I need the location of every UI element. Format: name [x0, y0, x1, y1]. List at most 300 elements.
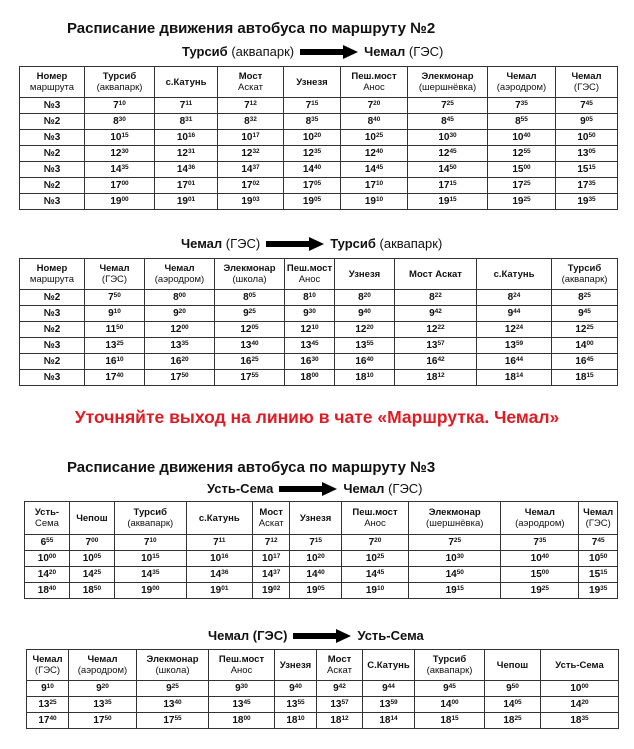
chat-notice: Уточняйте выход на линию в чате «Маршрутка. Чемал»: [74, 407, 560, 427]
table-cell: $18^{50}$: [69, 583, 114, 599]
column-header-subtitle: (аквапарк): [561, 274, 608, 285]
table-cell: $7^{11}$: [186, 535, 252, 551]
column-header: [409, 502, 501, 535]
table-cell: $12^{05}$: [215, 322, 285, 338]
column-header: [285, 259, 335, 290]
table-cell: $9^{44}$: [477, 306, 552, 322]
column-header-title: Чемал: [506, 71, 537, 82]
table-cell: $14^{20}$: [541, 697, 619, 713]
table-cell: $10^{15}$: [85, 130, 155, 146]
column-header-subtitle: (ГЭС): [101, 274, 128, 285]
column-header-title: Узнезя: [296, 76, 328, 88]
table-cell: $10^{17}$: [218, 130, 284, 146]
table-cell: $19^{03}$: [218, 194, 284, 210]
table-cell: $17^{40}$: [27, 713, 69, 729]
table-cell: $12^{00}$: [145, 322, 215, 338]
table-cell: $14^{35}$: [85, 162, 155, 178]
column-header: [69, 502, 114, 535]
table-cell: $13^{59}$: [477, 338, 552, 354]
table-cell: $9^{40}$: [275, 681, 317, 697]
route2-backward-to-sub: (аквапарк): [379, 236, 443, 251]
table-cell: $13^{57}$: [395, 338, 477, 354]
column-header: [335, 259, 395, 290]
table-cell: $13^{35}$: [145, 338, 215, 354]
table-cell: $8^{55}$: [488, 114, 556, 130]
route3-forward-table: [24, 501, 618, 599]
column-header-title: Чемал: [164, 263, 195, 274]
column-header: [477, 259, 552, 290]
table-row: [20, 98, 618, 114]
route2-forward-to-sub: (ГЭС): [408, 44, 444, 59]
table-cell: $18^{15}$: [552, 370, 618, 386]
column-header-subtitle: Сема: [34, 518, 59, 529]
column-header-title: Чемал: [571, 71, 602, 82]
route2-backward-direction: [181, 236, 442, 251]
table-cell: $7^{10}$: [85, 98, 155, 114]
table-cell: №3: [20, 338, 85, 354]
route2-forward-direction: [182, 44, 443, 59]
header-row: [27, 650, 619, 681]
column-header-title: Чепош: [76, 512, 108, 524]
table-cell: $9^{05}$: [556, 114, 618, 130]
table-cell: $13^{55}$: [275, 697, 317, 713]
column-header-title: Турсиб: [133, 507, 167, 518]
table-cell: $8^{25}$: [552, 290, 618, 306]
table-cell: $19^{01}$: [186, 583, 252, 599]
table-cell: $10^{05}$: [69, 551, 114, 567]
table-cell: $8^{24}$: [477, 290, 552, 306]
column-header-title: Пеш.мост: [351, 71, 397, 82]
column-header-title: Чемал: [99, 263, 130, 274]
table-cell: $19^{05}$: [290, 583, 341, 599]
column-header: [284, 67, 341, 98]
column-header: [218, 67, 284, 98]
column-header-title: Турсиб: [102, 71, 137, 82]
table-cell: №2: [20, 322, 85, 338]
table-cell: $7^{45}$: [556, 98, 618, 114]
column-header-subtitle: Аскат: [327, 665, 352, 676]
table-cell: $9^{10}$: [27, 681, 69, 697]
column-header: [252, 502, 289, 535]
column-header: [85, 67, 155, 98]
table-cell: $10^{20}$: [290, 551, 341, 567]
table-cell: $7^{25}$: [409, 535, 501, 551]
table-cell: $18^{10}$: [275, 713, 317, 729]
table-cell: $18^{12}$: [317, 713, 363, 729]
route3-backward-from-sub: (ГЭС): [252, 628, 288, 643]
table-cell: $10^{40}$: [488, 130, 556, 146]
table-cell: $8^{30}$: [85, 114, 155, 130]
table-cell: $9^{20}$: [69, 681, 137, 697]
table-cell: $14^{05}$: [485, 697, 541, 713]
table-row: [27, 697, 619, 713]
column-header-title: Мост Аскат: [409, 268, 462, 280]
column-header: [290, 502, 341, 535]
table-cell: $13^{45}$: [285, 338, 335, 354]
column-header: [341, 67, 408, 98]
table-cell: $7^{10}$: [114, 535, 186, 551]
table-cell: $9^{50}$: [485, 681, 541, 697]
column-header-title: Пеш.мост: [352, 507, 398, 518]
column-header-title: Чемал: [32, 654, 63, 665]
table-row: [20, 146, 618, 162]
table-cell: $8^{00}$: [145, 290, 215, 306]
column-header-title: Чемал: [524, 507, 555, 518]
table-cell: $14^{50}$: [408, 162, 488, 178]
column-header-subtitle: (аэродром): [77, 665, 128, 676]
table-cell: $19^{15}$: [408, 194, 488, 210]
column-header: [395, 259, 477, 290]
table-cell: $9^{45}$: [415, 681, 485, 697]
column-header: [552, 259, 618, 290]
table-cell: $7^{12}$: [218, 98, 284, 114]
table-cell: $17^{55}$: [137, 713, 209, 729]
arrow-right-icon: [300, 46, 358, 58]
table-cell: $9^{42}$: [317, 681, 363, 697]
table-cell: $17^{55}$: [215, 370, 285, 386]
column-header-subtitle: (ГЭС): [573, 82, 600, 93]
route2-forward-to: Чемал: [364, 44, 406, 59]
table-cell: $14^{25}$: [69, 567, 114, 583]
column-header-subtitle: Анос: [363, 82, 385, 93]
table-cell: $16^{25}$: [215, 354, 285, 370]
table-cell: $8^{35}$: [284, 114, 341, 130]
column-header: [20, 259, 85, 290]
table-cell: $18^{25}$: [485, 713, 541, 729]
column-header: [215, 259, 285, 290]
column-header: [541, 650, 619, 681]
table-cell: $10^{16}$: [186, 551, 252, 567]
table-cell: $13^{45}$: [209, 697, 275, 713]
column-header-title: Мост: [238, 71, 263, 82]
column-header-title: Мост: [327, 654, 352, 665]
column-header-subtitle: (аквапарк): [426, 665, 473, 676]
table-cell: $9^{20}$: [145, 306, 215, 322]
table-cell: $19^{10}$: [341, 194, 408, 210]
table-cell: №3: [20, 370, 85, 386]
table-cell: $9^{44}$: [363, 681, 415, 697]
table-cell: $16^{42}$: [395, 354, 477, 370]
table-cell: $7^{00}$: [69, 535, 114, 551]
column-header-subtitle: Анос: [364, 518, 386, 529]
table-row: [20, 322, 618, 338]
column-header-subtitle: маршрута: [29, 274, 75, 285]
table-cell: $7^{45}$: [579, 535, 618, 551]
table-cell: $14^{45}$: [341, 162, 408, 178]
column-header-subtitle: (школа): [232, 274, 267, 285]
column-header-subtitle: Анос: [298, 274, 321, 285]
table-row: [25, 567, 618, 583]
column-header: [114, 502, 186, 535]
table-cell: №3: [20, 162, 85, 178]
route3-title: Расписание движения автобуса по маршруту №3: [67, 459, 436, 476]
route2-forward-from: Турсиб: [182, 44, 228, 59]
column-header-title: Узнезя: [279, 659, 312, 671]
table-cell: $14^{50}$: [409, 567, 501, 583]
table-cell: $14^{00}$: [552, 338, 618, 354]
table-cell: $17^{15}$: [408, 178, 488, 194]
table-cell: $19^{15}$: [409, 583, 501, 599]
column-header-subtitle: (шершнёвка): [418, 82, 477, 93]
column-header: [145, 259, 215, 290]
route2-title: Расписание движения автобуса по маршруту №2: [67, 20, 436, 37]
table-cell: $10^{50}$: [556, 130, 618, 146]
table-cell: $10^{00}$: [541, 681, 619, 697]
table-cell: $12^{32}$: [218, 146, 284, 162]
table-cell: $7^{11}$: [155, 98, 218, 114]
table-cell: $9^{40}$: [335, 306, 395, 322]
table-row: [20, 290, 618, 306]
table-cell: $12^{30}$: [85, 146, 155, 162]
column-header: [27, 650, 69, 681]
column-header-subtitle: (школа): [155, 665, 190, 676]
table-cell: $18^{35}$: [541, 713, 619, 729]
table-cell: $16^{30}$: [285, 354, 335, 370]
table-cell: $17^{10}$: [341, 178, 408, 194]
table-cell: $12^{55}$: [488, 146, 556, 162]
table-row: [20, 354, 618, 370]
column-header-title: Номер: [36, 263, 68, 274]
table-cell: $17^{25}$: [488, 178, 556, 194]
table-cell: $19^{05}$: [284, 194, 341, 210]
table-cell: $7^{12}$: [252, 535, 289, 551]
table-row: [27, 713, 619, 729]
table-cell: $7^{20}$: [341, 98, 408, 114]
column-header-title: Чемал: [583, 507, 614, 518]
table-cell: $19^{00}$: [114, 583, 186, 599]
route2-backward-table: [19, 258, 618, 386]
table-cell: $15^{15}$: [579, 567, 618, 583]
table-cell: $12^{24}$: [477, 322, 552, 338]
table-cell: $17^{02}$: [218, 178, 284, 194]
route3-forward-from: Усть-Сема: [207, 481, 274, 496]
table-cell: $16^{20}$: [145, 354, 215, 370]
column-header-subtitle: (ГЭС): [585, 518, 611, 529]
table-cell: $7^{25}$: [408, 98, 488, 114]
table-cell: $16^{10}$: [85, 354, 145, 370]
table-cell: $13^{40}$: [215, 338, 285, 354]
table-cell: №2: [20, 146, 85, 162]
table-cell: $15^{00}$: [501, 567, 579, 583]
column-header-subtitle: (шершнёвка): [426, 518, 484, 529]
table-cell: $19^{25}$: [501, 583, 579, 599]
column-header-title: Узнезя: [348, 268, 381, 280]
column-header: [85, 259, 145, 290]
table-cell: $6^{55}$: [25, 535, 70, 551]
table-cell: $15^{15}$: [556, 162, 618, 178]
table-cell: $12^{40}$: [341, 146, 408, 162]
table-cell: $19^{10}$: [341, 583, 408, 599]
column-header-title: с.Катунь: [165, 76, 207, 88]
table-cell: $10^{50}$: [579, 551, 618, 567]
table-cell: $17^{00}$: [85, 178, 155, 194]
table-cell: $13^{59}$: [363, 697, 415, 713]
route3-forward-to-sub: (ГЭС): [388, 481, 423, 496]
route3-forward-to: Чемал: [343, 481, 385, 496]
table-cell: $7^{50}$: [85, 290, 145, 306]
table-row: [25, 583, 618, 599]
column-header: [363, 650, 415, 681]
table-cell: $8^{20}$: [335, 290, 395, 306]
column-header-title: Чемал: [87, 654, 118, 665]
column-header-subtitle: (аэродром): [496, 82, 547, 93]
table-cell: $14^{40}$: [290, 567, 341, 583]
table-cell: $10^{25}$: [341, 551, 408, 567]
table-cell: $19^{25}$: [488, 194, 556, 210]
column-header-subtitle: (аквапарк): [127, 518, 174, 529]
table-cell: $18^{10}$: [335, 370, 395, 386]
table-cell: $17^{01}$: [155, 178, 218, 194]
table-row: [20, 162, 618, 178]
table-cell: $17^{05}$: [284, 178, 341, 194]
table-cell: $14^{20}$: [25, 567, 70, 583]
table-cell: $9^{42}$: [395, 306, 477, 322]
column-header-title: Турсиб: [432, 654, 467, 665]
table-cell: $8^{05}$: [215, 290, 285, 306]
table-cell: $17^{35}$: [556, 178, 618, 194]
table-cell: $19^{35}$: [579, 583, 618, 599]
table-cell: $8^{31}$: [155, 114, 218, 130]
column-header-title: Пеш.мост: [286, 263, 333, 274]
route2-backward-from-sub: (ГЭС): [225, 236, 261, 251]
column-header-title: с.Катунь: [198, 512, 240, 524]
column-header: [275, 650, 317, 681]
table-cell: $18^{14}$: [363, 713, 415, 729]
header-row: [20, 67, 618, 98]
arrow-right-icon: [293, 630, 351, 642]
route3-backward-from: Чемал: [208, 628, 250, 643]
column-header-subtitle: Анос: [230, 665, 253, 676]
column-header-title: Элекмонар: [223, 263, 276, 274]
table-cell: $13^{55}$: [335, 338, 395, 354]
table-cell: $18^{40}$: [25, 583, 70, 599]
table-row: [20, 306, 618, 322]
column-header: [556, 67, 618, 98]
column-header-title: с.Катунь: [493, 268, 535, 280]
header-row: [25, 502, 618, 535]
column-header-title: Элекмонар: [146, 654, 199, 665]
column-header-subtitle: (аэродром): [515, 518, 565, 529]
table-cell: $19^{02}$: [252, 583, 289, 599]
route2-forward-table: [19, 66, 618, 210]
table-cell: $17^{40}$: [85, 370, 145, 386]
column-header: [488, 67, 556, 98]
column-header: [579, 502, 618, 535]
column-header-title: Чепош: [496, 659, 529, 671]
table-cell: №2: [20, 290, 85, 306]
header-row: [20, 259, 618, 290]
column-header: [137, 650, 209, 681]
table-cell: $7^{35}$: [488, 98, 556, 114]
table-cell: $9^{45}$: [552, 306, 618, 322]
table-cell: $13^{25}$: [85, 338, 145, 354]
column-header: [415, 650, 485, 681]
table-cell: $7^{15}$: [284, 98, 341, 114]
table-cell: $12^{20}$: [335, 322, 395, 338]
column-header: [20, 67, 85, 98]
arrow-right-icon: [266, 238, 324, 250]
table-cell: $18^{00}$: [285, 370, 335, 386]
table-cell: $9^{10}$: [85, 306, 145, 322]
table-cell: $7^{35}$: [501, 535, 579, 551]
route2-forward-from-sub: (аквапарк): [231, 44, 295, 59]
table-cell: №2: [20, 354, 85, 370]
table-cell: $9^{25}$: [137, 681, 209, 697]
route3-backward-to: Усть-Сема: [357, 628, 424, 643]
table-cell: $10^{40}$: [501, 551, 579, 567]
table-cell: $10^{20}$: [284, 130, 341, 146]
table-cell: $12^{45}$: [408, 146, 488, 162]
table-cell: $14^{37}$: [218, 162, 284, 178]
table-row: [20, 370, 618, 386]
route3-backward-table: [26, 649, 619, 729]
route3-backward-direction: [208, 628, 424, 643]
column-header: [317, 650, 363, 681]
table-row: [25, 535, 618, 551]
table-cell: $9^{30}$: [209, 681, 275, 697]
table-cell: $14^{37}$: [252, 567, 289, 583]
table-cell: $14^{40}$: [284, 162, 341, 178]
table-cell: $14^{45}$: [341, 567, 408, 583]
table-cell: $17^{50}$: [145, 370, 215, 386]
table-cell: $13^{25}$: [27, 697, 69, 713]
table-cell: $19^{35}$: [556, 194, 618, 210]
table-cell: $19^{01}$: [155, 194, 218, 210]
table-cell: $17^{50}$: [69, 713, 137, 729]
table-row: [20, 338, 618, 354]
arrow-right-icon: [279, 483, 337, 495]
table-cell: $14^{36}$: [155, 162, 218, 178]
column-header-subtitle: (аквапарк): [96, 82, 143, 93]
column-header-title: Элекмонар: [428, 507, 481, 518]
table-cell: №2: [20, 114, 85, 130]
table-cell: $7^{20}$: [341, 535, 408, 551]
table-cell: $12^{22}$: [395, 322, 477, 338]
table-cell: $12^{31}$: [155, 146, 218, 162]
table-cell: $11^{50}$: [85, 322, 145, 338]
column-header-subtitle: маршрута: [29, 82, 75, 93]
table-cell: $10^{15}$: [114, 551, 186, 567]
table-cell: $9^{25}$: [215, 306, 285, 322]
table-cell: $8^{22}$: [395, 290, 477, 306]
column-header-title: Пеш.мост: [218, 654, 265, 665]
table-cell: $18^{14}$: [477, 370, 552, 386]
table-cell: $16^{40}$: [335, 354, 395, 370]
table-cell: №3: [20, 130, 85, 146]
table-cell: $18^{15}$: [415, 713, 485, 729]
column-header: [186, 502, 252, 535]
route3-forward-direction: [207, 481, 423, 496]
table-cell: $10^{00}$: [25, 551, 70, 567]
table-cell: $13^{40}$: [137, 697, 209, 713]
column-header-title: Усть-: [34, 507, 60, 518]
table-row: [20, 114, 618, 130]
column-header-title: Элекмонар: [421, 71, 474, 82]
table-cell: №3: [20, 306, 85, 322]
table-cell: $12^{25}$: [552, 322, 618, 338]
table-cell: $9^{30}$: [285, 306, 335, 322]
table-cell: $8^{10}$: [285, 290, 335, 306]
table-cell: №2: [20, 178, 85, 194]
column-header-subtitle: (ГЭС): [34, 665, 61, 676]
table-cell: $8^{45}$: [408, 114, 488, 130]
table-cell: $13^{57}$: [317, 697, 363, 713]
column-header-title: Узнезя: [299, 512, 332, 524]
table-cell: $14^{35}$: [114, 567, 186, 583]
table-cell: №3: [20, 98, 85, 114]
route2-backward-to: Турсиб: [330, 236, 376, 251]
column-header: [25, 502, 70, 535]
